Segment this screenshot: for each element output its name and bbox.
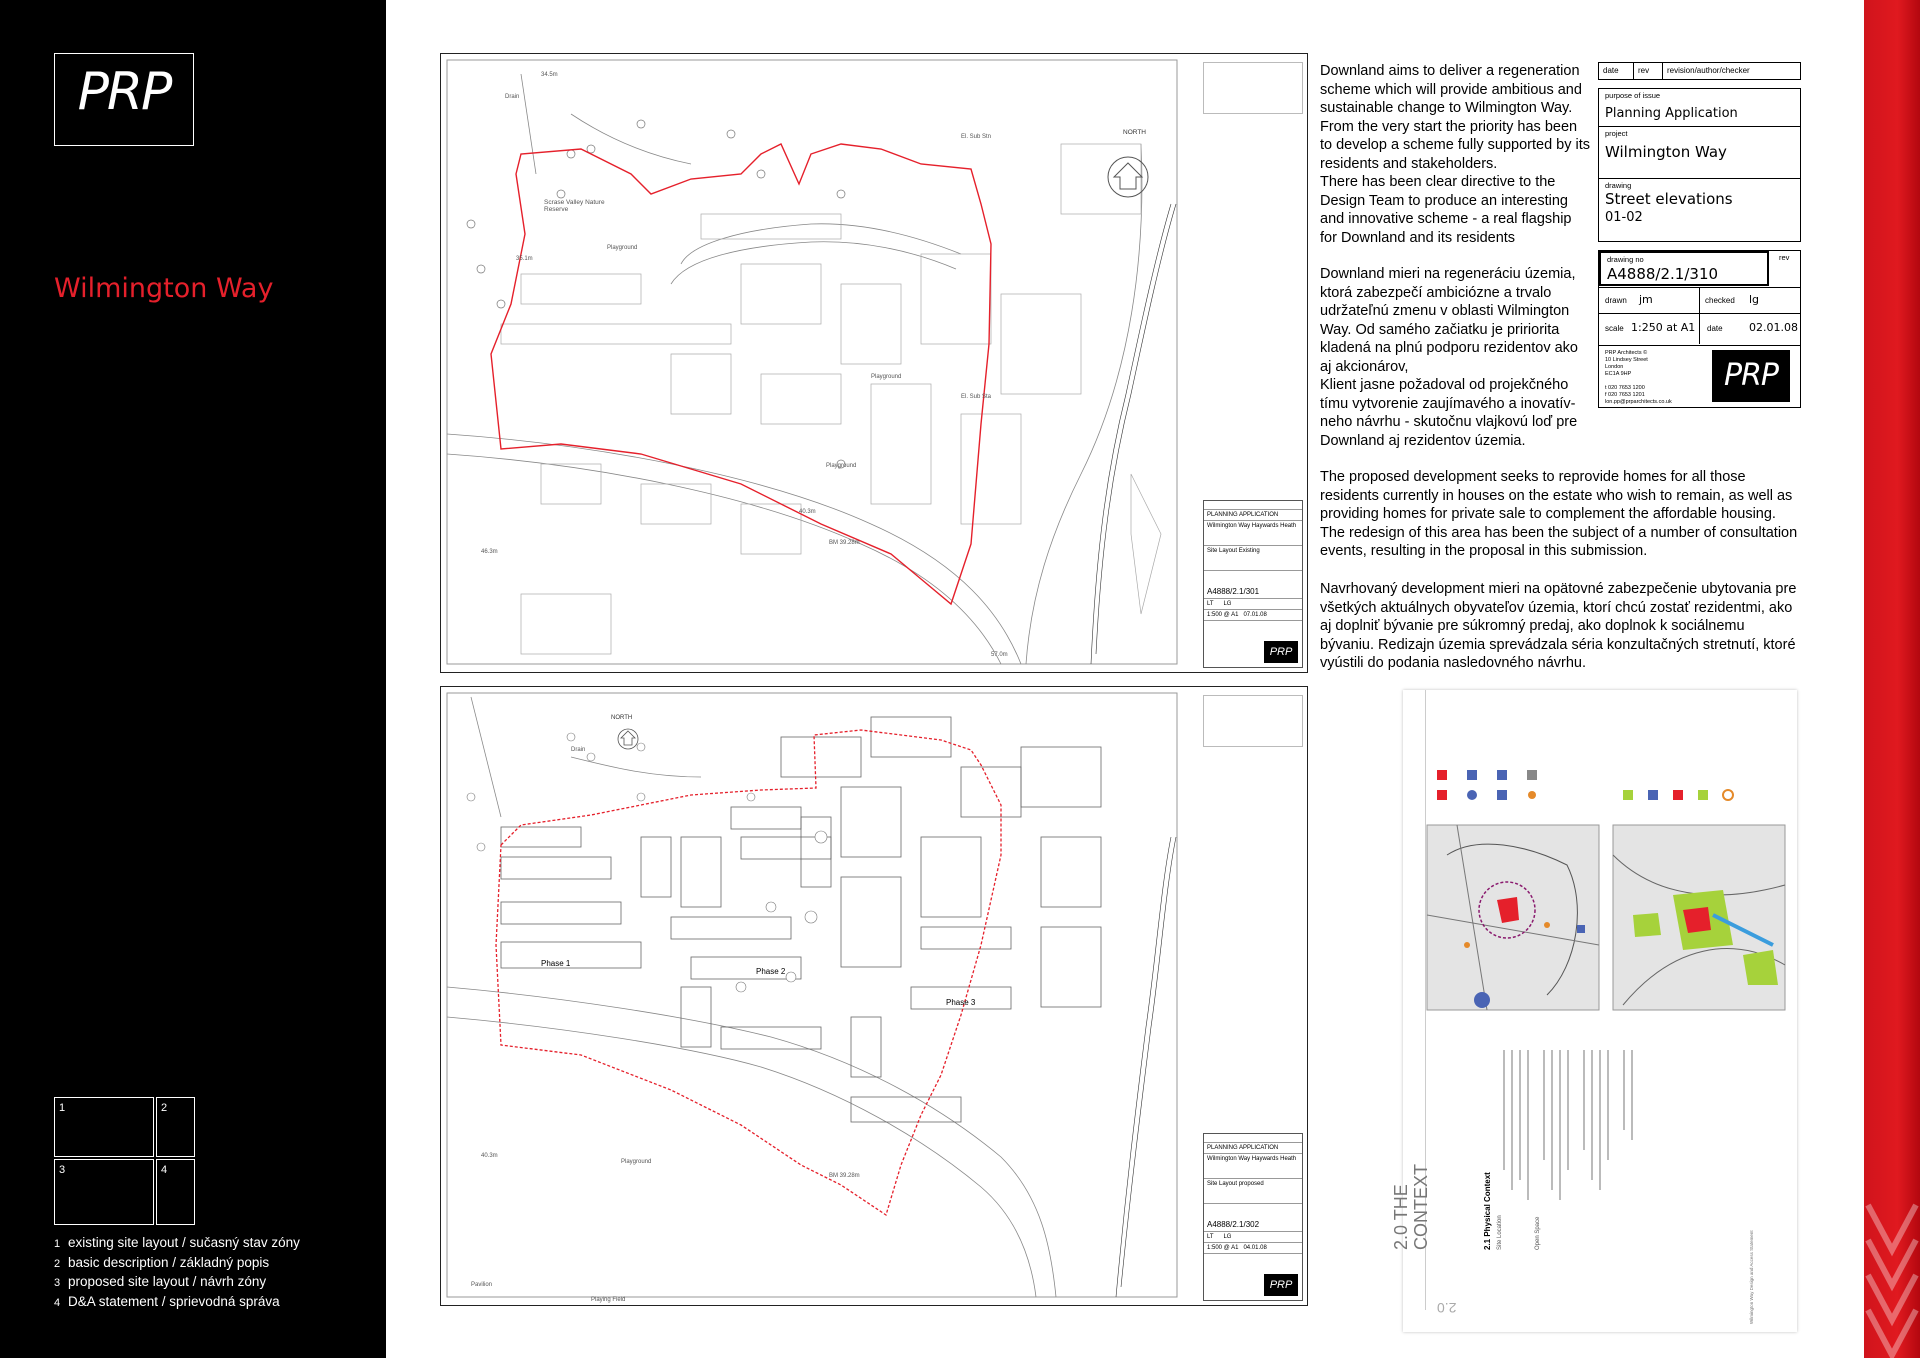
prp-logo-small: PRP	[1712, 350, 1790, 402]
legend-item: 1 existing site layout / sučasný stav zóny	[54, 1235, 300, 1250]
map-label: Playing Field	[591, 1297, 626, 1303]
drawing-no-block: drawing no A4888/2.1/310 rev drawn jm checked lg scale 1:250 at A1 date 02.01.08	[1598, 250, 1801, 346]
existing-site-layout-drawing[interactable]	[440, 53, 1308, 673]
map-label: Playground	[871, 374, 902, 380]
section-title: 2.0 THE CONTEXT	[1391, 1163, 1431, 1250]
description-sk-1: Downland mieri na regeneráciu územia, ktorá zabezpečí ambiciózne a trvalo udržateľnú zmenu v oblasti Wilmington Way. Od samého začiatku je pririorita kladená na plnú podporu rezidentov ako aj akcionárov, Klient jasne požadoval od projekčného tímu vytvorenie zaujímavého a inovatív-neho návrhu - skutočnu vlajkovú loď pre Downland aj rezidentov územia.	[1320, 266, 1578, 449]
map-label: BM 39.28m	[829, 540, 860, 546]
map-label: 46.3m	[481, 549, 498, 555]
map-label: El. Sub Stn	[961, 134, 992, 140]
proposed-site-layout-drawing[interactable]	[440, 686, 1308, 1306]
north-label: NORTH	[611, 715, 633, 721]
north-arrow-icon	[1108, 157, 1148, 197]
page-footer: Wilmington Way Design and Access Statement	[1749, 1230, 1754, 1324]
purpose-row: purpose of issue Planning Application	[1598, 88, 1801, 126]
map-label-nature-reserve: Scrase Valley Nature Reserve	[544, 199, 605, 213]
map-label: Pavilion	[471, 1282, 493, 1288]
north-arrow-icon	[618, 729, 638, 749]
open-space-heading: Open Space	[1535, 1216, 1541, 1250]
drawing-row: drawing Street elevations 01-02	[1598, 178, 1801, 242]
description-en-1: Downland aims to deliver a regeneration scheme which will provide ambitious and sustainable change to Wilmington Way. From the very start the priority has been to develop a scheme fully supported by its residents and stakeholders. There has been clear directive to the Design Team to produce an interesting and innovative scheme - a real flagship for Downland and its residents	[1320, 63, 1591, 246]
phase-2-label: Phase 2	[756, 967, 786, 976]
map-label: BM 39.28m	[829, 1173, 860, 1179]
north-label: NORTH	[1123, 129, 1146, 136]
phase-3-label: Phase 3	[946, 998, 976, 1007]
site-plan-proposed	[441, 687, 1308, 1306]
office-address: PRP Architects © 10 Lindsey Street London EC1A 9HP t 020 7653 1200 f 020 7653 1201 lon.pp@prparchitects.co.uk	[1605, 350, 1672, 405]
phase-1-label: Phase 1	[541, 959, 571, 968]
page-number: 2.0	[1437, 1300, 1457, 1316]
title-block	[1598, 62, 1801, 408]
drawing-notes	[1203, 62, 1303, 114]
site-plan-existing	[441, 54, 1308, 673]
logo-text: PRP	[77, 62, 171, 122]
map-label: Playground	[607, 245, 638, 251]
map-label: 57.0m	[991, 652, 1008, 658]
prp-logo	[54, 53, 194, 146]
map-label: 34.5m	[541, 72, 558, 78]
mini-title-block: PLANNING APPLICATION Wilmington Way Haywards Heath Site Layout Existing A4888/2.1/301 LT LG 1:500 @ A1 07.01.08 PRP	[1203, 500, 1303, 668]
map-label: El. Sub Sta	[961, 394, 992, 400]
legend-item: 2 basic description / základný popis	[54, 1254, 270, 1270]
da-statement-page[interactable]	[1391, 690, 1797, 1332]
legend	[54, 1234, 300, 1312]
mini-title-block: PLANNING APPLICATION Wilmington Way Haywards Heath Site Layout proposed A4888/2.1/302 LT LG 1:500 @ A1 04.01.08 PRP	[1203, 1133, 1303, 1301]
thumb-cell-1[interactable]: 1	[54, 1097, 154, 1157]
red-edge-strip	[1864, 0, 1920, 1358]
map-label: 35.1m	[516, 256, 533, 262]
thumb-cell-2[interactable]: 2	[156, 1097, 195, 1157]
drawing-notes	[1203, 695, 1303, 747]
mini-prp-logo: PRP	[1264, 641, 1298, 663]
map-label: Playground	[621, 1159, 652, 1165]
site-location-heading: Site Location	[1497, 1215, 1503, 1250]
project-title: Wilmington Way	[54, 273, 274, 304]
context-maps	[1403, 690, 1797, 1332]
map-label: Playground	[826, 463, 857, 469]
thumb-cell-4[interactable]: 4	[156, 1159, 195, 1225]
office-block	[1598, 346, 1801, 408]
thumb-cell-3[interactable]: 3	[54, 1159, 154, 1225]
map-label: 40.3m	[799, 509, 816, 515]
subsection-title: 2.1 Physical Context	[1483, 1172, 1492, 1250]
chevron-pattern-icon	[1864, 0, 1920, 1358]
sidebar	[0, 0, 386, 1358]
legend-item: 3 proposed site layout / návrh zóny	[54, 1274, 267, 1289]
project-row: project Wilmington Way	[1598, 126, 1801, 178]
revision-header: date rev revision/author/checker	[1598, 62, 1801, 80]
legend-item: 4 D&A statement / sprievodná správa	[54, 1293, 280, 1309]
map-label: Drain	[505, 94, 520, 100]
map-label: Drain	[571, 747, 586, 753]
description-sk-2: Navrhovaný development mieri na opätovné zabezpečenie ubytovania pre všetkých aktuálnych obyvateľov územia, ktorí chcú zostať rezidentmi, ako aj doplniť bývanie pre súkromný predaj, ako doplnok k sociálnemu bývaniu. Redizajn územia sprevádzala séria konzultačných stretnutí, ktoré vyústili do podania nasledovného návrhu.	[1320, 581, 1797, 671]
mini-prp-logo: PRP	[1264, 1274, 1298, 1296]
description-en-2: The proposed development seeks to reprovide homes for all those residents currently in houses on the estate who wish to remain, as well as providing homes for private sale to complement the affordable housing. The redesign of this area has been the subject of a number of consultation events, resulting in the proposal in this submission.	[1320, 469, 1798, 559]
map-label: 40.3m	[481, 1153, 498, 1159]
